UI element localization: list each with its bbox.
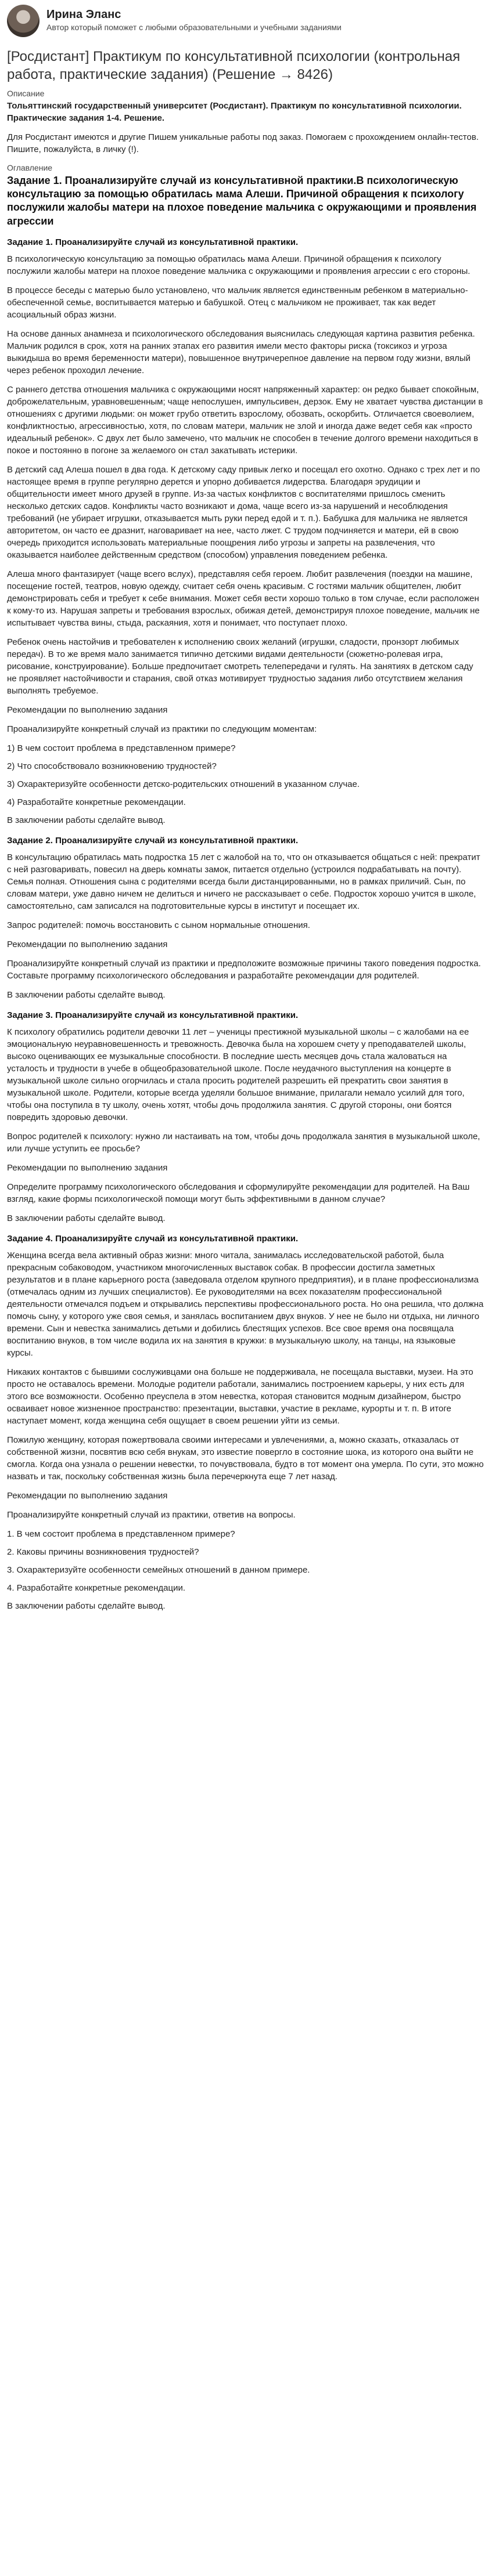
task-3-paragraph: К психологу обратились родители девочки 11 лет – ученицы престижной музыкальной школы – с жалобами на ее эмоциональную неуравновешенность и тревожность. Девочка была на хорошем счету у преподавателей школы, высоко оценивающих ее музыкальные способности. В последние шесть месяцев дочь стала жаловаться на усталость и трудности в учебе в общеобразовательной школе. После неудачного выступления на концерте в музыкальной школе сильно огорчилась и стала просить родителей разрешить ей прекратить свои занятия в музыкальной школе. Родители, которые всегда уделяли большое внимание, прилагали немало усилий для того, чтобы она поступила в ту школу, очень хотят, чтобы дочь продолжила занятия. С другой стороны, они боятся повредить здоровью девочки.	[7, 1027, 469, 1123]
task-1-paragraph: В процессе беседы с матерью было установлено, что мальчик является единственным ребенком в материально-обеспеченной семье, воспитывается матерью и бабушкой. Отец с мальчиком не проживает, так как ведет асоциальный образ жизни.	[7, 286, 468, 320]
task-2-paragraph: В консультацию обратилась мать подростка 15 лет с жалобой на то, что он отказывается общаться с ней: прекратит с ней разговаривать, повесил на дверь комнаты замок, питается отдельно (устроился подрабатывать на почту). Семья полная. Отношения сына с родителями всегда были дистанцированными, но в рамках приличий. Сын, по словам матери, уже давно ничем не делиться и ничего не рассказывает о себе. Подросток хорошо учится в школе, самостоятельно, сам записался на подготовительные курсы в институт и посещает их.	[7, 852, 480, 912]
task-4-paragraph: Пожилую женщину, которая пожертвовала своими интересами и увлечениями, а, можно сказать, отказалась от собственной жизни, посвятив всю себя внукам, это известие повергло в состояние шока, из которого она выйти не смогла. Когда она узнала о решении невестки, то почувствовала, будто в тот момент она умерла. По сути, это можно назвать и так, поскольку собственная жизнь была перечеркнута еще 7 лет назад.	[7, 1435, 484, 1482]
list-item: 1) В чем состоит проблема в представленном примере?	[7, 743, 236, 754]
task-1-rec-list	[7, 742, 484, 808]
task-1-paragraph: В детский сад Алеша пошел в два года. К детскому саду привык легко и посещал его охотно. Однако с трех лет и по настоящее время в группе регулярно дерется и упорно добивается лидерства. Благодаря эрудиции и общительности имеет много друзей в группе. Из-за частых конфликтов с воспитателями пришлось сменить несколько детских садов. Конфликты часто возникают и дома, чаще всего из-за нарушений и несоблюдения требований (не убирает игрушки, отказывается мыть руки перед едой и т. п.). Бабушка для мальчика не является авторитетом, он часто ее дразнит, наговаривает на нее, часто лжет. С трудом подчиняется и матери, ей в свою очередь приходится использовать материальные поощрения либо угрозы и запреты на развлечения, что оказывается наиболее действенным средством (способом) управления поведением ребенка.	[7, 465, 480, 561]
task-1-paragraph: Ребенок очень настойчив и требователен к исполнению своих желаний (игрушки, сладости, пронзорт любимых передач). В то же время мало занимается типично детскими видами деятельности (сюжетно-ролевая игра, рисование, конструирование). Больше предпочитает смотреть телепередачи и гулять. На занятиях в детском саду не проявляет настойчивости и старания, свой отказ мотивирует трудностью задания либо отсутствием желания выполнять требуемое.	[7, 637, 473, 696]
task-4	[7, 1233, 484, 1612]
task-3-question: Вопрос родителей к психологу: нужно ли настаивать на том, чтобы дочь продолжала занятия в музыкальной школе, или лучше уступить ее просьбе?	[7, 1132, 480, 1154]
task-3-rec-text: Определите программу психологического обследования и сформулируйте рекомендации для родителей. На Ваш взгляд, какие формы психологической помощи могут быть эффективными в данном случае?	[7, 1182, 470, 1205]
author-name[interactable]: Ирина Эланс	[46, 8, 121, 21]
task-4-conclusion: В заключении работы сделайте вывод.	[7, 1601, 166, 1612]
task-1-heading: Задание 1. Проанализируйте случай из консультативной практики.	[7, 237, 299, 248]
task-4-rec-label: Рекомендации по выполнению задания	[7, 1491, 168, 1501]
task-1-rec-intro: Проанализируйте конкретный случай из практики по следующим моментам:	[7, 724, 317, 735]
list-item: 2) Что способствовало возникновению трудностей?	[7, 761, 217, 772]
task-4-rec-list	[7, 1528, 484, 1594]
list-item: 4) Разработайте конкретные рекомендации.	[7, 797, 186, 808]
description-label: Описание	[7, 89, 45, 99]
task-2-conclusion: В заключении работы сделайте вывод.	[7, 990, 166, 1000]
task-3-heading: Задание 3. Проанализируйте случай из консультативной практики.	[7, 1010, 299, 1021]
task-1-rec-label: Рекомендации по выполнению задания	[7, 705, 168, 716]
task-1-paragraph: В психологическую консультацию за помощью обратилась мама Алеши. Причиной обращения к психологу послужили жалобы матери на плохое поведение мальчика с окружающими и проявления агрессии с его стороны.	[7, 254, 471, 277]
list-item: 3) Охарактеризуйте особенности детско-родительских отношений в указанном случае.	[7, 779, 360, 790]
author-block	[7, 5, 484, 37]
task-1	[7, 236, 484, 826]
author-info	[46, 5, 342, 34]
task-4-heading: Задание 4. Проанализируйте случай из консультативной практики.	[7, 1234, 299, 1244]
page-title: [Росдистант] Практикум по консультативной психологии (контрольная работа, практические задания) (Решение → 8426)	[7, 49, 461, 83]
list-item: 4. Разработайте конкретные рекомендации.	[7, 1583, 186, 1594]
task-3-rec-label: Рекомендации по выполнению задания	[7, 1163, 168, 1173]
author-description: Автор который поможет с любыми образовательными и учебными заданиями	[46, 23, 342, 32]
task-1-paragraph: С раннего детства отношения мальчика с окружающими носят напряженный характер: он редко бывает спокойным, доброжелательным, уравновешенным; чаще непослушен, импульсивен, дерзок. Ему не хватает чувства дистанции в отношениях с другими людьми: он может грубо ответить взрослому, обозвать, оскорбить. Отличается своеволием, конфликтностью, агрессивностью, хотя, по словам матери, мальчик не злой и иногда даже ведет себя как «просто идеальный ребенок». С двух лет было замечено, что мальчик не способен в течение долгого времени находиться в покое и постоянно в погоне за желаемого он стал закатывать истерики.	[7, 385, 483, 456]
task-4-paragraph: Никаких контактов с бывшими сослуживцами она больше не поддерживала, не посещала выставки, музеи. На это просто не оставалось времени. Молодые родители работали, занимались построением карьеры, у них есть для этого все возможности. Особенно преуспела в этом невестка, которая становится модным дизайнером, быстро осваивает новое жизненное пространство: презентации, выставки, участие в рекламе, курорты и т. п. В итоге наступает момент, когда женщина себя ощущает в своем решении уйти из семьи.	[7, 1367, 473, 1426]
task-2-request: Запрос родителей: помочь восстановить с сыном нормальные отношения.	[7, 920, 310, 931]
task-2-heading: Задание 2. Проанализируйте случай из консультативной практики.	[7, 836, 299, 846]
list-item: 2. Каковы причины возникновения трудностей?	[7, 1547, 199, 1558]
intro-text: Для Росдистант имеются и другие Пишем уникальные работы под заказ. Помогаем с прохождением онлайн-тестов. Пишите, пожалуйста, в личку (!).	[7, 132, 479, 154]
task-1-paragraph: Алеша много фантазирует (чаще всего вслух), представляя себя героем. Любит развлечения (поездки на машине, посещение гостей, театров, новую одежду, считает себя очень красивым. С гостями мальчик общителен, любит демонстрировать себя и требует к себе внимания. Может себя вести хорошо только в том случае, если расположен к кому-то из. Нарушая запреты и требования взрослых, обижая детей, демонстрируя плохое поведение, мальчик не испытывает чувства вины, стыда, раскаяния, хотя и понимает, что поступает плохо.	[7, 569, 480, 628]
task-2	[7, 834, 484, 1001]
task-4-rec-intro: Проанализируйте конкретный случай из практики, ответив на вопросы.	[7, 1510, 296, 1520]
task-1-conclusion: В заключении работы сделайте вывод.	[7, 815, 166, 826]
list-item: 3. Охарактеризуйте особенности семейных отношений в данном примере.	[7, 1565, 310, 1576]
task-3-conclusion: В заключении работы сделайте вывод.	[7, 1213, 166, 1224]
task-2-rec-label: Рекомендации по выполнению задания	[7, 940, 168, 950]
list-item: 1. В чем состоит проблема в представленном примере?	[7, 1529, 235, 1540]
task-2-rec-text: Проанализируйте конкретный случай из практики и предположите возможные причины такого поведения подростка. Составьте программу психологического обследования и разработайте рекомендации для родителей.	[7, 959, 481, 981]
toc-heading: Задание 1. Проанализируйте случай из консультативной практики.В психологическую консультацию за помощью обратилась мама Алеши. Причиной обращения к психологу послужили жалобы матери на плохое поведение мальчика с окружающими и проявления агрессии	[7, 174, 477, 227]
avatar[interactable]	[7, 5, 39, 37]
task-1-paragraph: На основе данных анамнеза и психологического обследования выяснилась следующая картина развития ребенка. Мальчик родился в срок, хотя на ранних этапах его развития имели место факторы риска (токсикоз и угроза выкидыша во время беременности матери), повышенное внутричерепное давление на первом году жизни, вялый через ребенок проходил лечение.	[7, 329, 475, 376]
toc-label: Оглавление	[7, 162, 53, 172]
intro-bold: Тольяттинский государственный университет (Росдистант). Практикум по консультативной психологии. Практические задания 1-4. Решение.	[7, 100, 462, 123]
task-4-paragraph: Женщина всегда вела активный образ жизни: много читала, занималась исследовательской работой, была прекрасным собаководом, участником многочисленных выставок собак. В профессии достигла заметных результатов и в плане карьерного роста (заведовала отделом крупного предприятия), и в плане профессионализма (отмечалась одним из лучших специалистов). Ее руководителями на всех показателям профессиональной деятельности отмечался подъем и открывались перспективы профессионального роста. Но она решила, что должна помочь сыну, у которого уже своя семья, и занялась воспитанием двух внуков. У нее не было ни отдыха, ни личного времени. Сын и невестка занимались детьми и добились блестящих успехов. Все свое время она посвящала воспитанию внуков, в том числе водила их на занятия в кружки: в музыкальную школу, на танцы, на языковые курсы.	[7, 1251, 484, 1359]
task-3	[7, 1009, 484, 1224]
